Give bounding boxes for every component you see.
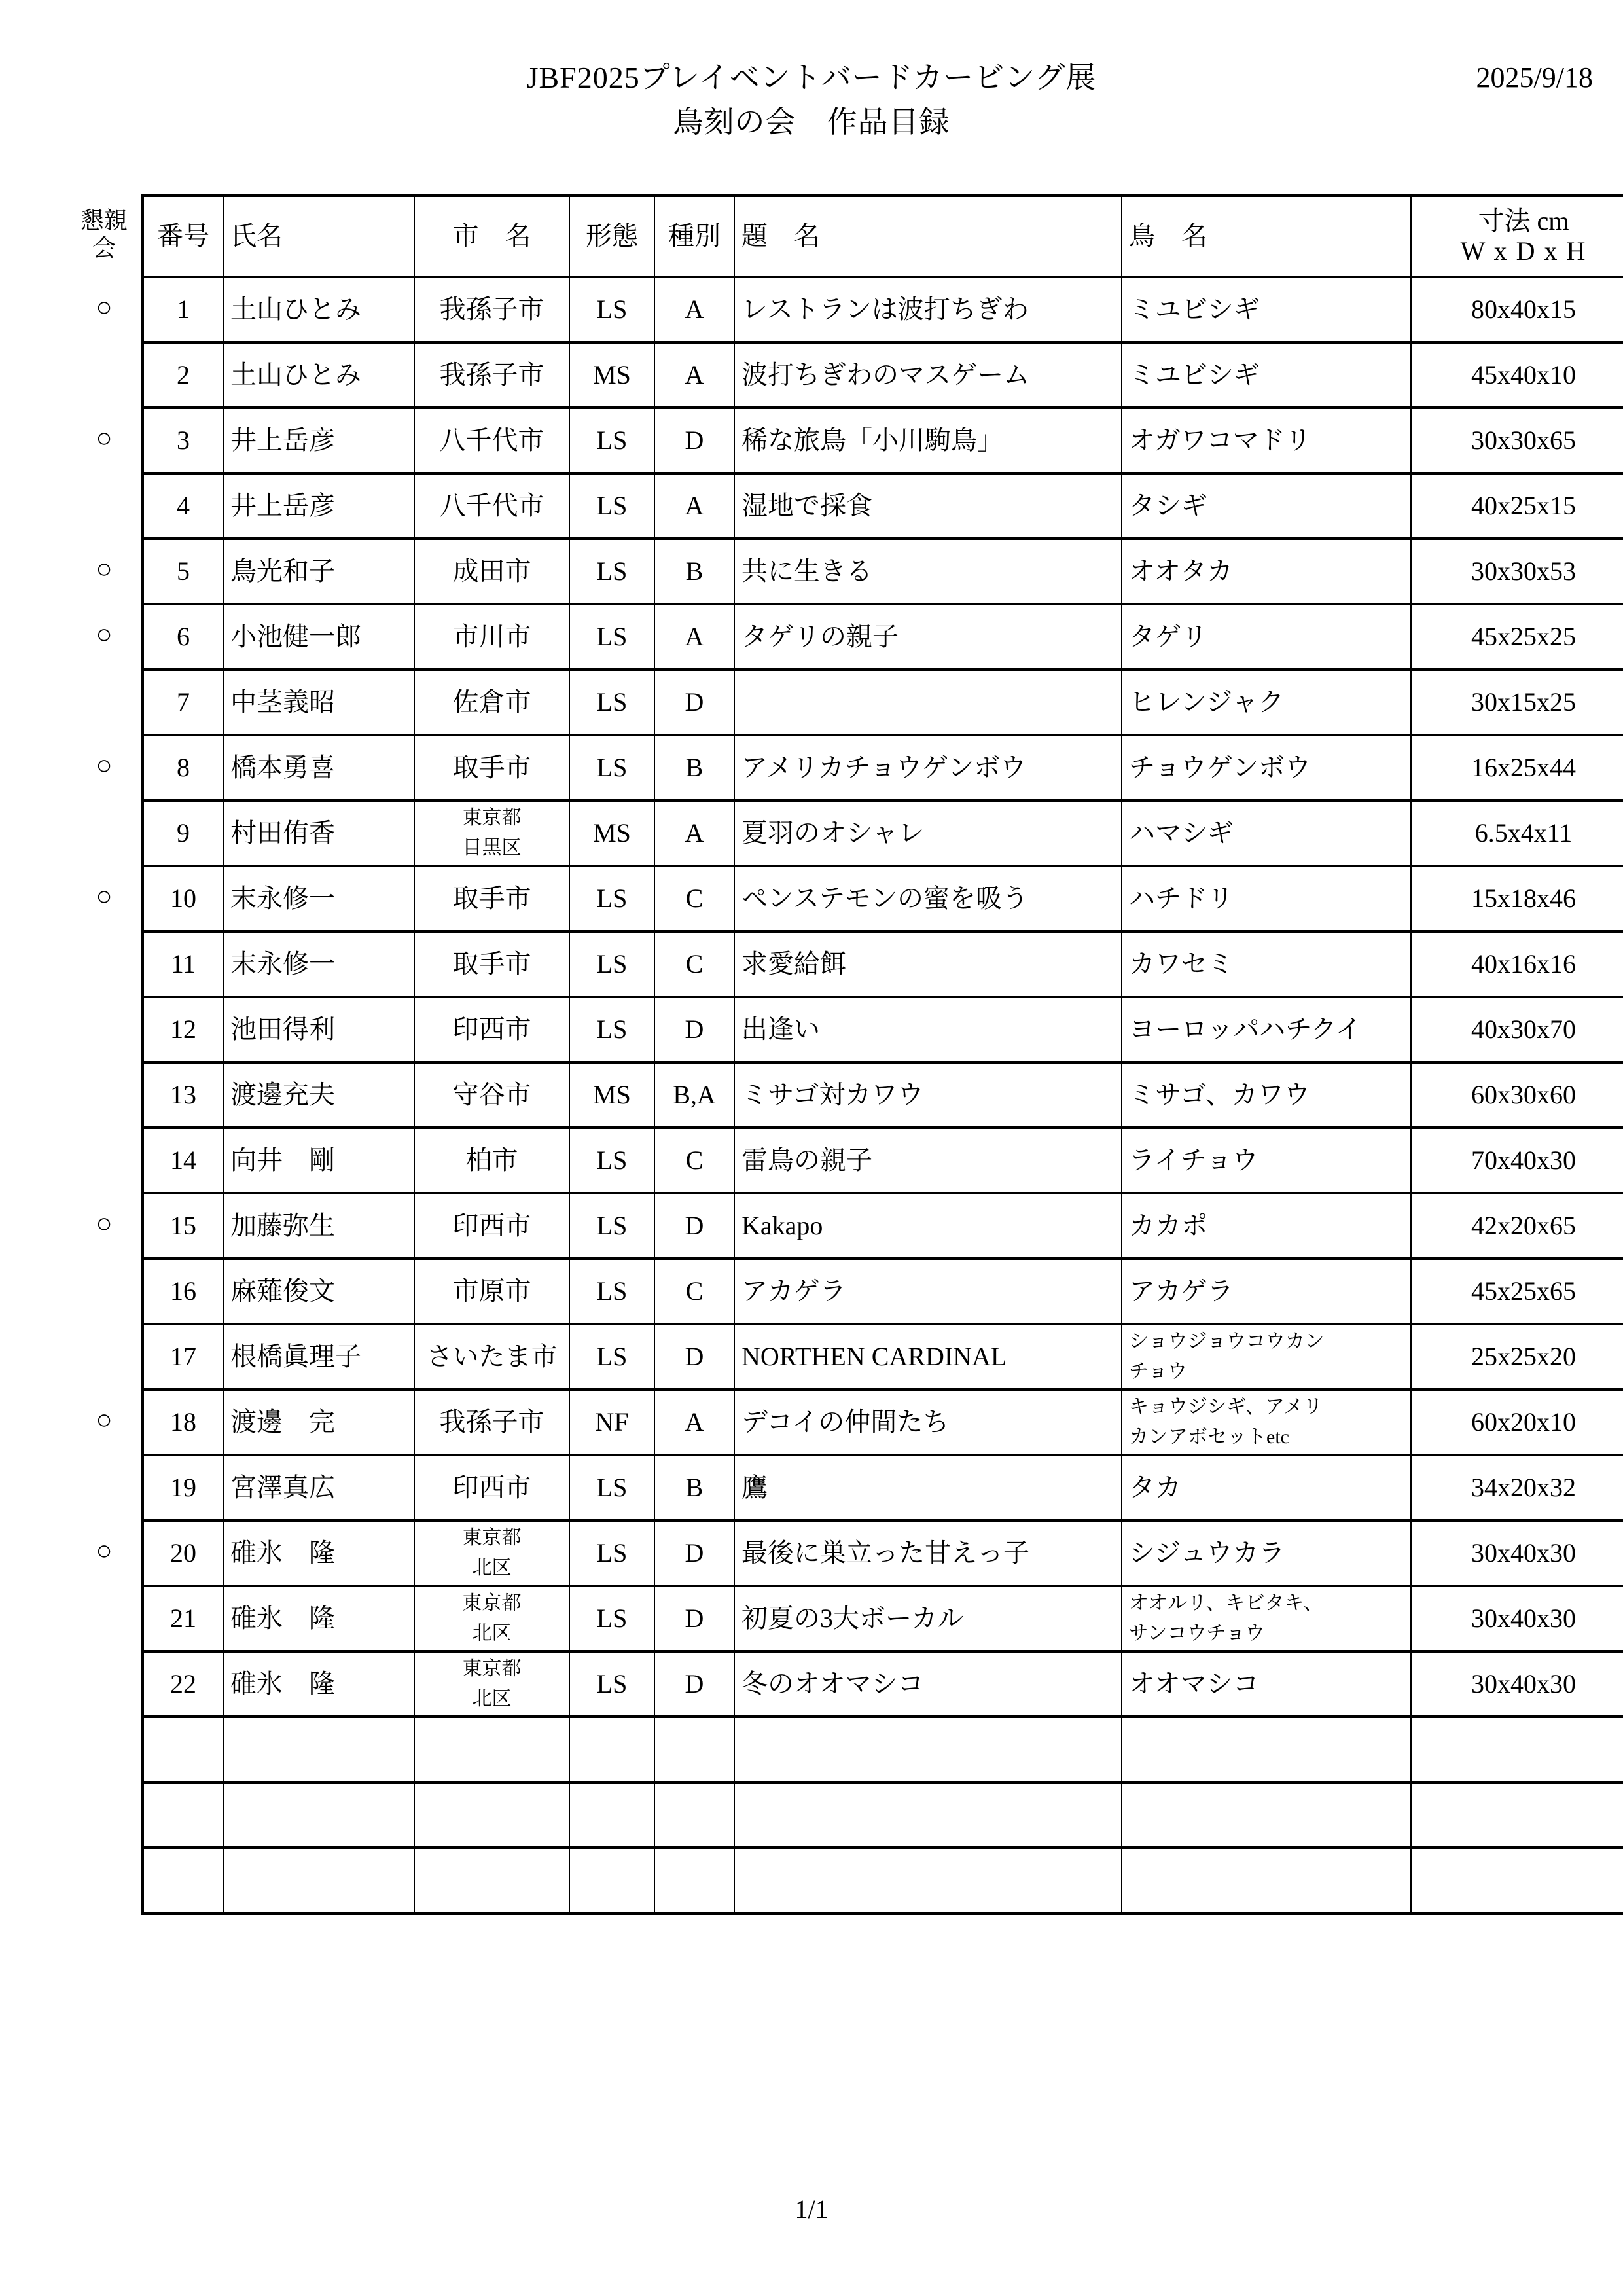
table-row — [143, 997, 1623, 1062]
cell-name: 末永修一 — [223, 931, 414, 997]
cell-name — [223, 1717, 414, 1782]
table-row — [143, 735, 1623, 800]
cell-no: 19 — [143, 1455, 224, 1520]
size-header-line1: 寸法 cm — [1478, 206, 1569, 236]
cell-form — [569, 1782, 654, 1848]
social-header-line2: 会 — [92, 235, 116, 261]
table-row — [143, 866, 1623, 931]
cell-name: 末永修一 — [223, 866, 414, 931]
cell-form: LS — [569, 408, 654, 473]
cell-bird — [1122, 1848, 1411, 1913]
cell-bird: ミサゴ、カワウ — [1122, 1062, 1411, 1128]
cell-bird: カカポ — [1122, 1193, 1411, 1259]
cell-no: 8 — [143, 735, 224, 800]
table-row — [143, 800, 1623, 866]
document-date: 2025/9/18 — [1476, 62, 1593, 94]
table-row — [143, 1651, 1623, 1717]
cell-kind — [654, 1717, 734, 1782]
cell-kind: A — [654, 473, 734, 539]
table-row — [143, 1520, 1623, 1586]
cell-bird: ヨーロッパハチクイ — [1122, 997, 1411, 1062]
cell-size: 6.5x4x11 — [1411, 800, 1623, 866]
cell-kind: C — [654, 1128, 734, 1193]
cell-bird: タカ — [1122, 1455, 1411, 1520]
cell-title: 夏羽のオシャレ — [734, 800, 1122, 866]
cell-kind: B — [654, 1455, 734, 1520]
cell-size: 70x40x30 — [1411, 1128, 1623, 1193]
social-marker — [68, 1060, 140, 1126]
table-body — [143, 277, 1623, 1913]
table-row — [143, 1062, 1623, 1128]
social-marker — [68, 1453, 140, 1518]
cell-title — [734, 670, 1122, 735]
cell-no: 3 — [143, 408, 224, 473]
table-row — [143, 473, 1623, 539]
cell-kind: B,A — [654, 1062, 734, 1128]
cell-kind: D — [654, 1193, 734, 1259]
social-marker — [68, 995, 140, 1060]
cell-name: 渡邊充夫 — [223, 1062, 414, 1128]
cell-title: 最後に巣立った甘えっ子 — [734, 1520, 1122, 1586]
cell-title: アカゲラ — [734, 1259, 1122, 1324]
cell-kind: B — [654, 539, 734, 604]
document-subtitle: 鳥刻の会 作品目録 — [673, 105, 950, 139]
cell-city: 取手市 — [414, 866, 569, 931]
cell-title: 求愛給餌 — [734, 931, 1122, 997]
cell-no: 16 — [143, 1259, 224, 1324]
cell-no: 4 — [143, 473, 224, 539]
table-row — [143, 408, 1623, 473]
column-header-kind: 種別 — [654, 196, 734, 278]
cell-city: 東京都 北区 — [414, 1651, 569, 1717]
cell-title: 鷹 — [734, 1455, 1122, 1520]
cell-kind: A — [654, 277, 734, 342]
cell-name: 井上岳彦 — [223, 473, 414, 539]
cell-form: LS — [569, 735, 654, 800]
cell-size: 30x30x53 — [1411, 539, 1623, 604]
social-marker: ○ — [96, 620, 113, 650]
social-marker — [68, 1126, 140, 1191]
cell-size — [1411, 1782, 1623, 1848]
cell-name — [223, 1848, 414, 1913]
table-row — [143, 342, 1623, 408]
cell-size: 45x25x25 — [1411, 604, 1623, 670]
social-marker: ○ — [96, 751, 113, 781]
social-marker — [68, 1846, 140, 1911]
column-header-title: 題 名 — [734, 196, 1122, 278]
cell-bird: ショウジョウコウカン チョウ — [1122, 1324, 1411, 1390]
cell-form: LS — [569, 670, 654, 735]
table-row — [143, 1717, 1623, 1782]
social-marker — [68, 1584, 140, 1649]
social-marker — [68, 1257, 140, 1322]
cell-form: LS — [569, 1324, 654, 1390]
cell-form: LS — [569, 473, 654, 539]
social-marker — [68, 471, 140, 537]
cell-form — [569, 1717, 654, 1782]
cell-kind: C — [654, 931, 734, 997]
column-header-no: 番号 — [143, 196, 224, 278]
cell-city — [414, 1782, 569, 1848]
cell-no: 7 — [143, 670, 224, 735]
catalog-table — [141, 194, 1623, 1915]
cell-city: 八千代市 — [414, 473, 569, 539]
cell-no: 6 — [143, 604, 224, 670]
cell-bird: オオタカ — [1122, 539, 1411, 604]
social-marker: ○ — [96, 423, 113, 454]
cell-title: 稀な旅鳥「小川駒鳥」 — [734, 408, 1122, 473]
cell-form: LS — [569, 1455, 654, 1520]
cell-city: 東京都 目黒区 — [414, 800, 569, 866]
column-header-bird: 鳥 名 — [1122, 196, 1411, 278]
table-row — [143, 1324, 1623, 1390]
cell-no: 15 — [143, 1193, 224, 1259]
cell-form: LS — [569, 1651, 654, 1717]
cell-title — [734, 1782, 1122, 1848]
cell-city: 東京都 北区 — [414, 1586, 569, 1651]
social-marker — [68, 798, 140, 864]
cell-bird: チョウゲンボウ — [1122, 735, 1411, 800]
cell-name: 鳥光和子 — [223, 539, 414, 604]
cell-kind: B — [654, 735, 734, 800]
cell-city: 東京都 北区 — [414, 1520, 569, 1586]
column-header-size — [1411, 196, 1623, 278]
cell-form: MS — [569, 342, 654, 408]
cell-no: 18 — [143, 1390, 224, 1455]
cell-bird: ミユビシギ — [1122, 342, 1411, 408]
cell-size: 16x25x44 — [1411, 735, 1623, 800]
cell-bird: カワセミ — [1122, 931, 1411, 997]
cell-form: LS — [569, 604, 654, 670]
cell-bird — [1122, 1782, 1411, 1848]
social-marker — [68, 1649, 140, 1715]
column-header-city: 市 名 — [414, 196, 569, 278]
social-marker: ○ — [96, 293, 113, 323]
cell-bird: ライチョウ — [1122, 1128, 1411, 1193]
cell-no: 13 — [143, 1062, 224, 1128]
cell-city: 八千代市 — [414, 408, 569, 473]
cell-bird: アカゲラ — [1122, 1259, 1411, 1324]
cell-no: 20 — [143, 1520, 224, 1586]
cell-no: 17 — [143, 1324, 224, 1390]
title-block — [0, 58, 1623, 143]
cell-form: LS — [569, 997, 654, 1062]
cell-size: 42x20x65 — [1411, 1193, 1623, 1259]
cell-title: 雷鳥の親子 — [734, 1128, 1122, 1193]
cell-size: 45x25x65 — [1411, 1259, 1623, 1324]
cell-name: 碓氷 隆 — [223, 1520, 414, 1586]
social-marker — [68, 1322, 140, 1388]
table-row — [143, 1259, 1623, 1324]
cell-title: デコイの仲間たち — [734, 1390, 1122, 1455]
table-row — [143, 1455, 1623, 1520]
cell-no — [143, 1848, 224, 1913]
cell-bird — [1122, 1717, 1411, 1782]
cell-kind: A — [654, 604, 734, 670]
cell-title: Kakapo — [734, 1193, 1122, 1259]
cell-size: 40x25x15 — [1411, 473, 1623, 539]
table-row — [143, 539, 1623, 604]
table-row — [143, 277, 1623, 342]
cell-bird: シジュウカラ — [1122, 1520, 1411, 1586]
cell-name: 碓氷 隆 — [223, 1586, 414, 1651]
cell-form: LS — [569, 1520, 654, 1586]
cell-bird: ミユビシギ — [1122, 277, 1411, 342]
cell-city: 市川市 — [414, 604, 569, 670]
cell-name: 土山ひとみ — [223, 342, 414, 408]
cell-form: LS — [569, 1193, 654, 1259]
cell-city: 取手市 — [414, 735, 569, 800]
cell-name: 根橋眞理子 — [223, 1324, 414, 1390]
cell-no: 10 — [143, 866, 224, 931]
cell-form: LS — [569, 277, 654, 342]
cell-form: LS — [569, 539, 654, 604]
social-marker: ○ — [96, 1536, 113, 1566]
cell-form: MS — [569, 800, 654, 866]
cell-name: 中茎義昭 — [223, 670, 414, 735]
catalog-table-wrapper — [141, 194, 1587, 1915]
cell-bird: オオマシコ — [1122, 1651, 1411, 1717]
social-column-header — [68, 194, 140, 275]
cell-city: 柏市 — [414, 1128, 569, 1193]
cell-city: 守谷市 — [414, 1062, 569, 1128]
cell-name: 加藤弥生 — [223, 1193, 414, 1259]
size-header-line2: W x D x H — [1460, 236, 1587, 266]
cell-city: さいたま市 — [414, 1324, 569, 1390]
cell-form: LS — [569, 1259, 654, 1324]
cell-kind: A — [654, 342, 734, 408]
cell-no: 21 — [143, 1586, 224, 1651]
cell-title — [734, 1848, 1122, 1913]
cell-city: 我孫子市 — [414, 1390, 569, 1455]
cell-city: 印西市 — [414, 1193, 569, 1259]
cell-kind: D — [654, 997, 734, 1062]
cell-no: 14 — [143, 1128, 224, 1193]
cell-title: アメリカチョウゲンボウ — [734, 735, 1122, 800]
cell-bird: ハチドリ — [1122, 866, 1411, 931]
cell-name: 井上岳彦 — [223, 408, 414, 473]
social-marker — [68, 340, 140, 406]
table-row — [143, 1782, 1623, 1848]
cell-size: 45x40x10 — [1411, 342, 1623, 408]
cell-no: 11 — [143, 931, 224, 997]
cell-form: NF — [569, 1390, 654, 1455]
cell-city: 市原市 — [414, 1259, 569, 1324]
cell-size: 30x30x65 — [1411, 408, 1623, 473]
cell-kind: A — [654, 800, 734, 866]
cell-kind: D — [654, 1324, 734, 1390]
cell-name: 池田得利 — [223, 997, 414, 1062]
cell-title: 初夏の3大ボーカル — [734, 1586, 1122, 1651]
cell-no: 12 — [143, 997, 224, 1062]
cell-bird: オオルリ、キビタキ、 サンコウチョウ — [1122, 1586, 1411, 1651]
social-marker-column — [68, 194, 140, 1911]
cell-size: 60x30x60 — [1411, 1062, 1623, 1128]
cell-kind: D — [654, 1586, 734, 1651]
cell-city: 印西市 — [414, 997, 569, 1062]
table-row — [143, 1848, 1623, 1913]
cell-city — [414, 1717, 569, 1782]
cell-city: 佐倉市 — [414, 670, 569, 735]
cell-name: 向井 剛 — [223, 1128, 414, 1193]
cell-size: 30x40x30 — [1411, 1520, 1623, 1586]
cell-form — [569, 1848, 654, 1913]
cell-name: 土山ひとみ — [223, 277, 414, 342]
cell-kind: A — [654, 1390, 734, 1455]
cell-no: 22 — [143, 1651, 224, 1717]
social-marker: ○ — [96, 882, 113, 912]
cell-title: タゲリの親子 — [734, 604, 1122, 670]
table-row — [143, 1586, 1623, 1651]
cell-name: 渡邊 完 — [223, 1390, 414, 1455]
cell-form: LS — [569, 931, 654, 997]
cell-form: LS — [569, 1586, 654, 1651]
table-row — [143, 931, 1623, 997]
cell-no — [143, 1782, 224, 1848]
cell-kind: D — [654, 408, 734, 473]
cell-kind — [654, 1848, 734, 1913]
cell-city — [414, 1848, 569, 1913]
cell-no — [143, 1717, 224, 1782]
cell-size: 30x15x25 — [1411, 670, 1623, 735]
cell-no: 9 — [143, 800, 224, 866]
cell-city: 成田市 — [414, 539, 569, 604]
cell-kind: C — [654, 866, 734, 931]
cell-form: MS — [569, 1062, 654, 1128]
column-header-name: 氏名 — [223, 196, 414, 278]
cell-size — [1411, 1717, 1623, 1782]
cell-kind: D — [654, 1651, 734, 1717]
cell-title — [734, 1717, 1122, 1782]
cell-name: 碓氷 隆 — [223, 1651, 414, 1717]
social-marker: ○ — [96, 1209, 113, 1239]
cell-bird: タシギ — [1122, 473, 1411, 539]
cell-title: ミサゴ対カワウ — [734, 1062, 1122, 1128]
column-header-form: 形態 — [569, 196, 654, 278]
cell-size: 34x20x32 — [1411, 1455, 1623, 1520]
document-title: JBF2025プレイベントバードカービング展 — [526, 61, 1097, 94]
cell-bird: タゲリ — [1122, 604, 1411, 670]
cell-size: 40x30x70 — [1411, 997, 1623, 1062]
table-row — [143, 1390, 1623, 1455]
table-row — [143, 1128, 1623, 1193]
social-marker — [68, 668, 140, 733]
cell-title: NORTHEN CARDINAL — [734, 1324, 1122, 1390]
cell-title: 出逢い — [734, 997, 1122, 1062]
social-marker — [68, 1715, 140, 1780]
social-marker: ○ — [96, 1405, 113, 1435]
cell-kind — [654, 1782, 734, 1848]
table-row — [143, 1193, 1623, 1259]
cell-kind: C — [654, 1259, 734, 1324]
cell-kind: D — [654, 1520, 734, 1586]
cell-name: 橋本勇喜 — [223, 735, 414, 800]
cell-title: 波打ちぎわのマスゲーム — [734, 342, 1122, 408]
cell-size: 30x40x30 — [1411, 1586, 1623, 1651]
cell-no: 5 — [143, 539, 224, 604]
cell-size: 15x18x46 — [1411, 866, 1623, 931]
cell-title: レストランは波打ちぎわ — [734, 277, 1122, 342]
cell-form: LS — [569, 866, 654, 931]
cell-bird: オガワコマドリ — [1122, 408, 1411, 473]
cell-name: 麻薙俊文 — [223, 1259, 414, 1324]
table-row — [143, 604, 1623, 670]
cell-name: 村田侑香 — [223, 800, 414, 866]
cell-size: 60x20x10 — [1411, 1390, 1623, 1455]
cell-name: 宮澤真広 — [223, 1455, 414, 1520]
table-row — [143, 670, 1623, 735]
cell-no: 1 — [143, 277, 224, 342]
social-marker: ○ — [96, 554, 113, 584]
cell-bird: ヒレンジャク — [1122, 670, 1411, 735]
cell-size: 80x40x15 — [1411, 277, 1623, 342]
social-cell-list — [68, 275, 140, 1911]
cell-city: 取手市 — [414, 931, 569, 997]
cell-city: 我孫子市 — [414, 277, 569, 342]
cell-title: 冬のオオマシコ — [734, 1651, 1122, 1717]
cell-bird: ハマシギ — [1122, 800, 1411, 866]
cell-title: ペンステモンの蜜を吸う — [734, 866, 1122, 931]
cell-name — [223, 1782, 414, 1848]
cell-bird: キョウジシギ、アメリ カンアボセットetc — [1122, 1390, 1411, 1455]
social-header-line1: 懇親 — [80, 207, 128, 234]
cell-title: 湿地で採食 — [734, 473, 1122, 539]
cell-form: LS — [569, 1128, 654, 1193]
social-marker — [68, 1780, 140, 1846]
cell-size — [1411, 1848, 1623, 1913]
cell-kind: D — [654, 670, 734, 735]
cell-size: 30x40x30 — [1411, 1651, 1623, 1717]
social-marker — [68, 929, 140, 995]
table-head — [143, 196, 1623, 278]
header-row — [143, 196, 1623, 278]
cell-name: 小池健一郎 — [223, 604, 414, 670]
document-header — [0, 58, 1623, 156]
cell-size: 25x25x20 — [1411, 1324, 1623, 1390]
cell-size: 40x16x16 — [1411, 931, 1623, 997]
cell-no: 2 — [143, 342, 224, 408]
cell-title: 共に生きる — [734, 539, 1122, 604]
page-number: 1/1 — [794, 2195, 829, 2224]
cell-city: 我孫子市 — [414, 342, 569, 408]
cell-city: 印西市 — [414, 1455, 569, 1520]
